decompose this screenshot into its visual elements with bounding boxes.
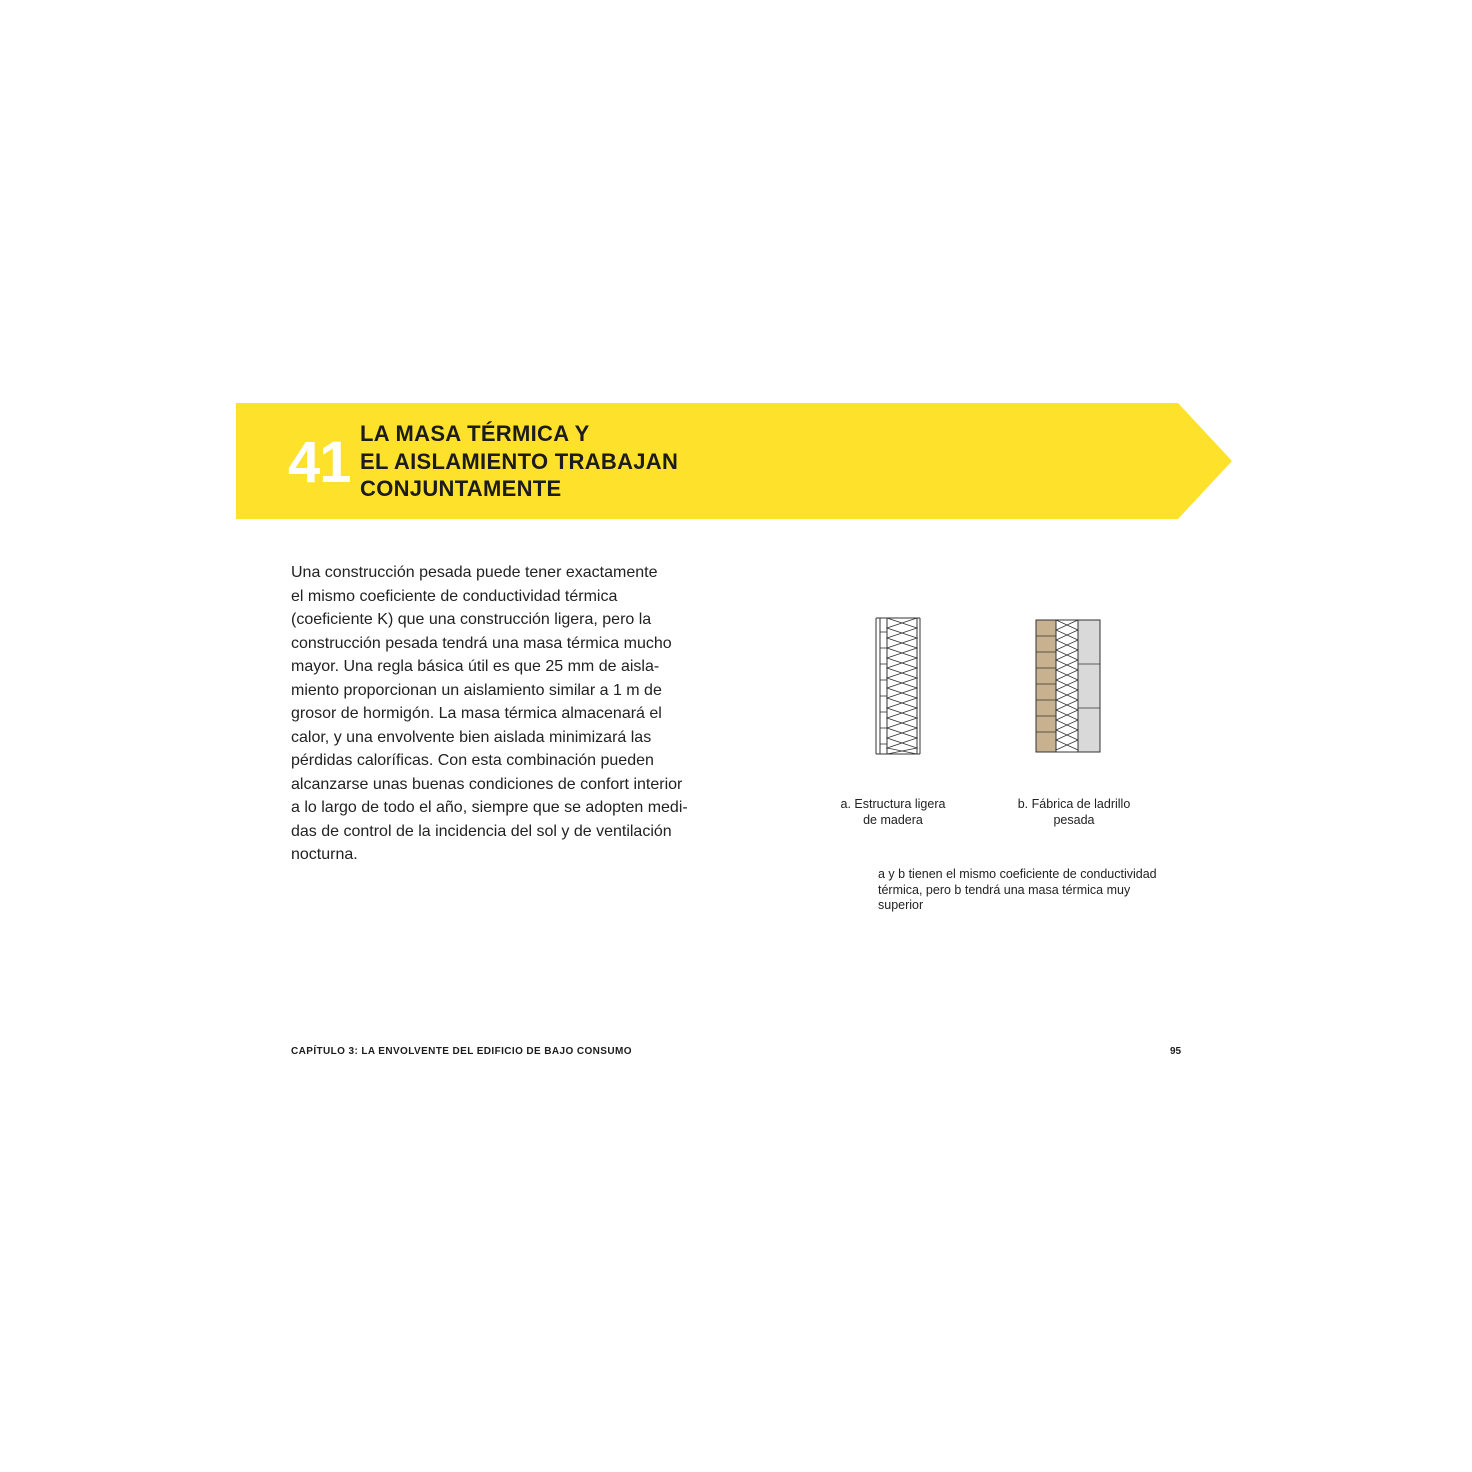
section-title: [360, 420, 678, 503]
caption-b-line-2: pesada: [1053, 812, 1095, 827]
wall-a-timber-frame: [876, 618, 920, 754]
wall-sections-drawing: [860, 612, 1120, 762]
body-line: construcción pesada tendrá una masa térmica mucho: [291, 634, 672, 652]
body-line: nocturna.: [291, 846, 358, 863]
caption-wall-a: [828, 797, 958, 828]
caption-a-line-2: de madera: [863, 812, 923, 827]
body-line: a lo largo de todo el año, siempre que se adopten medi-: [291, 799, 688, 816]
page-number: 95: [1170, 1046, 1182, 1057]
title-line-2: EL AISLAMIENTO TRABAJAN: [360, 448, 679, 474]
body-line: Una construcción pesada puede tener exactamente: [291, 564, 658, 581]
body-line: calor, y una envolvente bien aislada minimizará las: [291, 728, 652, 746]
caption-a-line-1: a. Estructura ligera: [840, 797, 946, 811]
wall-b-brick-masonry: [1036, 620, 1100, 752]
note-line: superior: [878, 898, 924, 912]
body-line: (coeficiente K) que una construcción ligera, pero la: [291, 611, 652, 628]
body-line: alcanzarse unas buenas condiciones de confort interior: [291, 775, 683, 793]
note-line: a y b tienen el mismo coeficiente de conductividad: [878, 867, 1157, 881]
title-line-3: CONJUNTAMENTE: [360, 476, 562, 501]
body-paragraph: [291, 561, 691, 867]
body-line: mayor. Una regla básica útil es que 25 mm de aisla-: [291, 658, 660, 675]
body-line: el mismo coeficiente de conductividad térmica: [291, 587, 618, 605]
wall-section-figure: [860, 612, 1120, 767]
caption-b-line-1: b. Fábrica de ladrillo: [1017, 797, 1131, 811]
section-number: 41: [288, 430, 351, 495]
body-line: pérdidas caloríficas. Con esta combinación pueden: [291, 752, 654, 769]
figure-note: [878, 867, 1178, 914]
body-line: grosor de hormigón. La masa térmica almacenará el: [291, 705, 662, 722]
note-line: térmica, pero b tendrá una masa térmica muy: [878, 882, 1131, 897]
running-footer-chapter: CAPÍTULO 3: LA ENVOLVENTE DEL EDIFICIO DE BAJO CONSUMO: [291, 1046, 632, 1057]
body-line: miento proporcionan un aislamiento similar a 1 m de: [291, 681, 662, 699]
title-line-1: LA MASA TÉRMICA Y: [360, 421, 590, 446]
body-line: das de control de la incidencia del sol y de ventilación: [291, 822, 672, 840]
caption-wall-b: [1004, 797, 1144, 828]
